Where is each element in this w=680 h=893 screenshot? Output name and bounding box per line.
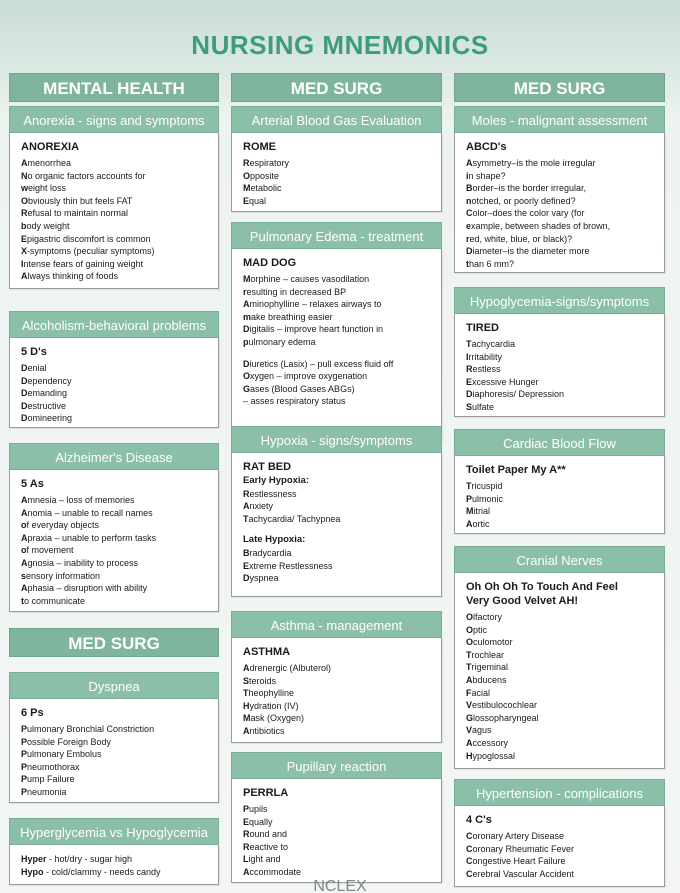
mnemonic-line: Diaphoresis/ Depression (466, 389, 565, 400)
mnemonic-initial: E (21, 233, 28, 244)
mnemonic-line: example, between shades of brown, (466, 220, 611, 231)
mnemonic-initial: C (466, 868, 473, 879)
mnemonic-initial: C (466, 856, 473, 867)
mnemonic-line: weight loss (21, 183, 67, 194)
mnemonic-line: Pulmonary Bronchial Constriction (21, 724, 155, 734)
mnemonic-line: Hypoglossal (466, 750, 516, 761)
mnemonic-line: Obviously thin but feels FAT (21, 195, 133, 206)
mnemonic-initial: A (466, 737, 473, 748)
mnemonic-line: Excessive Hunger (466, 376, 539, 387)
mnemonic-line: Mitrial (466, 506, 491, 517)
mnemonic-initial: E (243, 195, 250, 206)
mnemonic-initial: M (466, 506, 474, 517)
card-body (454, 314, 665, 417)
mnemonic-line: Sulfate (466, 401, 495, 412)
mnemonic-line: Tachycardia (466, 339, 516, 349)
card-abg (231, 106, 442, 212)
mnemonic-initial: r (243, 286, 247, 297)
mnemonic-line: Hydration (IV) (243, 700, 299, 711)
mnemonic-line: Pupils (243, 804, 268, 814)
mnemonic-initial: S (466, 401, 473, 412)
mnemonic-initial: A (466, 158, 473, 168)
mnemonic-initial: R (21, 208, 28, 219)
mnemonic-initial: R (466, 364, 473, 375)
spacer (243, 525, 432, 534)
mnemonic-heading: Toilet Paper My A** (466, 464, 566, 476)
card-body (454, 133, 665, 273)
mnemonic-initial: T (466, 339, 472, 349)
mnemonic-line: Diuretics (Lasix) – pull excess fluid off (243, 358, 394, 369)
mnemonic-line: Extreme Restlessness (243, 560, 333, 571)
mnemonic-initial: R (243, 158, 250, 168)
mnemonic-initial: D (243, 324, 250, 335)
mnemonic-line: Amnesia – loss of memories (21, 495, 135, 505)
card-dyspnea (9, 672, 219, 803)
mnemonic-initial: w (21, 183, 29, 194)
mnemonic-line: Oxygen – improve oxygenation (243, 371, 368, 382)
card-asthma (231, 611, 442, 743)
card-body (9, 470, 219, 612)
card-title: Moles - malignant assessment (454, 106, 665, 133)
mnemonic-initial: D (243, 573, 250, 584)
mnemonic-initial: T (243, 513, 249, 524)
mnemonic-initial: t (466, 258, 469, 269)
mnemonic-initial: b (21, 220, 27, 231)
card-title: Arterial Blood Gas Evaluation (231, 106, 442, 133)
mnemonic-line: of everyday objects (21, 520, 100, 531)
mnemonic-line: Restlessness (243, 488, 297, 499)
mnemonic-initial: P (21, 736, 28, 747)
mnemonic-line: Gases (Blood Gases ABGs) (243, 383, 355, 394)
mnemonic-initial: V (466, 700, 473, 711)
mnemonic-heading: MAD DOG (243, 257, 297, 269)
mnemonic-line: Possible Foreign Body (21, 736, 112, 747)
mnemonic-line: in shape? (466, 170, 506, 181)
mnemonic-line: Denial (21, 363, 47, 373)
card-body (9, 699, 219, 803)
mnemonic-initial: A (21, 532, 28, 543)
card-title: Hypoglycemia-signs/symptoms (454, 287, 665, 314)
mnemonic-initial: A (21, 557, 28, 568)
mnemonic-heading: 5 D's (21, 346, 47, 358)
mnemonic-line: Irritability (466, 351, 503, 362)
card-body (231, 779, 442, 883)
mnemonic-initial: M (243, 274, 251, 284)
mnemonic-initial: C (466, 208, 473, 219)
card-cranial-nerves (454, 546, 665, 769)
late-hypoxia-label: Late Hypoxia: (243, 534, 306, 546)
mnemonic-initial: O (21, 195, 29, 206)
mnemonic-heading: 4 C's (466, 814, 492, 826)
mnemonic-initial: C (466, 831, 473, 841)
mnemonic-initial: p (243, 336, 249, 347)
mnemonic-initial: H (243, 700, 250, 711)
mnemonic-line: Aortic (466, 518, 490, 529)
card-title: Cardiac Blood Flow (454, 429, 665, 456)
mnemonic-line: pulmonary edema (243, 336, 316, 347)
early-hypoxia-label: Early Hypoxia: (243, 475, 309, 486)
mnemonic-initial: E (243, 816, 250, 827)
mnemonic-line: Color–does the color vary (for (466, 208, 585, 219)
column-header-med-surg-right: MED SURG (454, 73, 665, 102)
mnemonic-line: Trigeminal (466, 662, 509, 673)
card-pupillary (231, 752, 442, 883)
mnemonic-initial: D (466, 246, 473, 257)
mnemonic-line: Glossopharyngeal (466, 712, 539, 723)
mnemonic-initial: E (466, 376, 473, 387)
mnemonic-line: Refusal to maintain normal (21, 208, 129, 219)
card-title: Hypoxia - signs/symptoms (231, 426, 442, 453)
section-header-med-surg-left: MED SURG (9, 628, 219, 657)
card-body (231, 133, 442, 212)
mnemonic-line: Demanding (21, 388, 68, 399)
card-body (9, 133, 219, 289)
mnemonic-line: Domineering (21, 413, 73, 424)
mnemonic-initial: m (243, 311, 252, 322)
mnemonic-initial: t (21, 595, 24, 606)
mnemonic-line: Theophylline (243, 688, 295, 699)
mnemonic-heading: ROME (243, 141, 276, 153)
mnemonic-initial: P (21, 786, 28, 797)
mnemonic-initial: A (243, 725, 250, 736)
mnemonic-initial: O (466, 637, 474, 648)
mnemonic-line: Antibiotics (243, 725, 285, 736)
mnemonic-initial: A (243, 501, 250, 512)
card-body (454, 573, 665, 769)
card-title: Alzheimer's Disease (9, 443, 219, 470)
mnemonic-line: Restless (466, 364, 501, 375)
mnemonic-line: Adrenergic (Albuterol) (243, 663, 332, 673)
mnemonic-line: resulting in decreased BP (243, 286, 347, 297)
mnemonic-initial: N (21, 170, 28, 181)
mnemonic-line: Light and (243, 854, 281, 865)
mnemonic-line: Round and (243, 829, 288, 840)
mnemonic-initial: A (21, 507, 28, 518)
footer-text-fragment: NCLEX (313, 878, 367, 893)
mnemonic-line: red, white, blue, or black)? (466, 233, 573, 244)
mnemonic-initial: P (21, 774, 28, 785)
mnemonic-initial: L (243, 854, 249, 865)
mnemonic-initial: T (466, 649, 472, 660)
card-title: Cranial Nerves (454, 546, 665, 573)
mnemonic-initial: V (466, 725, 473, 736)
mnemonic-initial: F (466, 687, 472, 698)
mnemonic-initial: I (466, 351, 469, 362)
mnemonic-initial: r (466, 233, 470, 244)
mnemonic-line: Destructive (21, 400, 67, 411)
mnemonic-line: No organic factors accounts for (21, 170, 146, 181)
mnemonic-initial: C (466, 843, 473, 854)
mnemonic-heading: TIRED (466, 322, 499, 334)
mnemonic-line: Amenorrhea (21, 158, 72, 168)
mnemonic-line: Pneumonia (21, 786, 67, 797)
card-title: Dyspnea (9, 672, 219, 699)
card-hypoglycemia (454, 287, 665, 417)
hyper-label: Hyper (21, 854, 47, 864)
mnemonic-line: Pulmonic (466, 493, 504, 504)
mnemonic-heading: Very Good Velvet AH! (466, 595, 579, 607)
card-alzheimers (9, 443, 219, 612)
mnemonic-line: Cerebral Vascular Accident (466, 868, 574, 879)
mnemonic-initial: O (243, 170, 251, 181)
spacer (243, 349, 432, 358)
card-moles (454, 106, 665, 273)
mnemonic-initial: I (21, 258, 24, 269)
mnemonic-line: – asses respiratory status (243, 396, 346, 407)
card-hypoxia (231, 426, 442, 597)
card-body (454, 456, 665, 534)
card-body (454, 806, 665, 887)
mnemonic-initial: S (243, 675, 250, 686)
mnemonic-line: Anomia – unable to recall names (21, 507, 153, 518)
mnemonic-line: Olfactory (466, 612, 503, 622)
hypo-label: Hypo (21, 866, 44, 877)
mnemonic-initial: O (466, 612, 474, 622)
card-body (9, 845, 219, 885)
card-hypertension (454, 779, 665, 887)
card-title: Hyperglycemia vs Hypoglycemia (9, 818, 219, 845)
mnemonic-line: Hyper - hot/dry - sugar high (21, 854, 133, 864)
mnemonic-heading: ASTHMA (243, 646, 291, 658)
column-header-med-surg-middle: MED SURG (231, 73, 442, 102)
mnemonic-initial: T (466, 662, 472, 673)
mnemonic-line: Morphine – causes vasodilation (243, 274, 370, 284)
mnemonic-line: than 6 mm? (466, 258, 515, 269)
mnemonic-initial: A (243, 663, 250, 673)
mnemonic-initial: T (466, 481, 472, 491)
mnemonic-initial: D (21, 363, 28, 373)
mnemonic-heading: ABCD's (466, 141, 507, 153)
mnemonic-line: to communicate (21, 595, 86, 606)
mnemonic-line: Vagus (466, 725, 492, 736)
mnemonic-line: Facial (466, 687, 491, 698)
card-alcoholism (9, 311, 219, 428)
card-hyperglycemia (9, 818, 219, 885)
mnemonic-line: Epigastric discomfort is common (21, 233, 151, 244)
mnemonic-initial: G (243, 383, 251, 394)
mnemonic-line: make breathing easier (243, 311, 333, 322)
mnemonic-line: Coronary Artery Disease (466, 831, 565, 841)
mnemonic-line: Tachycardia/ Tachypnea (243, 513, 341, 524)
mnemonic-line: Opposite (243, 170, 280, 181)
mnemonic-initial: H (466, 750, 473, 761)
column-header-mental-health: MENTAL HEALTH (9, 73, 219, 102)
card-title: Pulmonary Edema - treatment (231, 222, 442, 249)
card-body (9, 338, 219, 428)
mnemonic-line: X-symptoms (peculiar symptoms) (21, 246, 155, 257)
mnemonic-initial: A (21, 271, 28, 282)
mnemonic-line: Aminophylline – relaxes airways to (243, 299, 382, 310)
card-title: Anorexia - signs and symptoms (9, 106, 219, 133)
mnemonic-initial: M (243, 183, 251, 194)
mnemonic-line: Anxiety (243, 501, 274, 512)
card-title: Pupillary reaction (231, 752, 442, 779)
mnemonic-line: Digitalis – improve heart function in (243, 324, 384, 335)
card-title: Alcoholism-behavioral problems (9, 311, 219, 338)
mnemonic-initial: M (243, 713, 251, 724)
mnemonic-initial: i (466, 170, 469, 181)
mnemonic-line: Apraxia – unable to perform tasks (21, 532, 157, 543)
card-title: Hypertension - complications (454, 779, 665, 806)
mnemonic-line: Agnosia – inability to process (21, 557, 139, 568)
mnemonic-line: Steroids (243, 675, 277, 686)
mnemonic-initial: D (466, 389, 473, 400)
page-title: NURSING MNEMONICS (191, 30, 489, 60)
mnemonic-line: Reactive to (243, 841, 289, 852)
card-body (231, 453, 442, 597)
card-anorexia (9, 106, 219, 289)
mnemonic-line: Always thinking of foods (21, 271, 119, 282)
mnemonic-initial: G (466, 712, 474, 723)
mnemonic-line: Equal (243, 195, 267, 206)
mnemonic-initial: D (243, 358, 250, 369)
card-title: Asthma - management (231, 611, 442, 638)
mnemonic-initial: A (21, 495, 28, 505)
mnemonic-initial: A (243, 299, 250, 310)
mnemonic-heading: RAT BED (243, 461, 292, 473)
mnemonic-line: Coronary Rheumatic Fever (466, 843, 575, 854)
mnemonic-line: Tricuspid (466, 481, 503, 491)
mnemonic-initial: P (21, 749, 28, 760)
mnemonic-initial: A (243, 866, 250, 877)
mnemonic-line: Pump Failure (21, 774, 75, 785)
card-body (231, 249, 442, 442)
mnemonic-line: Optic (466, 624, 488, 635)
mnemonic-line: body weight (21, 220, 70, 231)
mnemonic-initial: D (21, 375, 28, 386)
mnemonic-initial: P (21, 724, 28, 734)
mnemonic-initial: O (243, 371, 251, 382)
mnemonic-initial: D (21, 413, 28, 424)
mnemonic-line: sensory information (21, 570, 101, 581)
card-cardiac-blood-flow (454, 429, 665, 534)
card-pulmonary-edema (231, 222, 442, 442)
mnemonic-line: Bradycardia (243, 547, 292, 558)
mnemonic-initial: B (466, 183, 473, 194)
mnemonic-line: Dyspnea (243, 573, 279, 584)
mnemonic-initial: D (21, 400, 28, 411)
mnemonic-line: Mask (Oxygen) (243, 713, 305, 724)
mnemonic-line: Diameter–is the diameter more (466, 246, 590, 257)
mnemonic-line: Equally (243, 816, 273, 827)
mnemonic-initial: e (466, 220, 472, 231)
mnemonic-initial: A (21, 158, 28, 168)
mnemonic-initial: P (243, 804, 250, 814)
mnemonic-line: Asymmetry–is the mole irregular (466, 158, 596, 168)
mnemonic-initial: o (21, 545, 27, 556)
mnemonic-line: Aphasia – disruption with ability (21, 583, 148, 594)
mnemonic-line: Congestive Heart Failure (466, 856, 566, 867)
mnemonic-initial: o (21, 520, 27, 531)
mnemonic-initial: B (243, 547, 250, 558)
mnemonic-initial: R (243, 841, 250, 852)
mnemonic-initial: R (243, 488, 250, 499)
mnemonic-line: Vestibulocochlear (466, 700, 538, 711)
mnemonic-line: Pulmonary Embolus (21, 749, 102, 760)
mnemonic-initial: D (21, 388, 28, 399)
mnemonic-initial: n (466, 195, 472, 206)
mnemonic-initial: R (243, 829, 250, 840)
mnemonic-line: of movement (21, 545, 74, 556)
mnemonic-initial: A (466, 674, 473, 685)
mnemonic-line: Dependency (21, 375, 72, 386)
mnemonic-initial: A (466, 518, 473, 529)
mnemonic-line: notched, or poorly defined? (466, 195, 576, 206)
mnemonic-initial: O (466, 624, 474, 635)
mnemonic-initial: P (466, 493, 473, 504)
mnemonic-line: Respiratory (243, 158, 290, 168)
card-body (231, 638, 442, 743)
mnemonic-line: Pneumothorax (21, 761, 80, 772)
mnemonic-heading: 6 Ps (21, 707, 44, 719)
mnemonic-line: Accessory (466, 737, 509, 748)
mnemonic-initial: P (21, 761, 28, 772)
mnemonic-line: Oculomotor (466, 637, 513, 648)
mnemonic-heading: 5 As (21, 478, 44, 490)
mnemonic-initial: E (243, 560, 250, 571)
mnemonic-initial: s (21, 570, 27, 581)
mnemonic-line: Hypo - cold/clammy - needs candy (21, 866, 161, 877)
mnemonic-line: Border–is the border irregular, (466, 183, 587, 194)
mnemonic-heading: PERRLA (243, 787, 289, 799)
mnemonic-line: Intense fears of gaining weight (21, 258, 144, 269)
mnemonic-line: Abducens (466, 674, 507, 685)
mnemonic-initial: T (243, 688, 249, 699)
mnemonic-line: Metabolic (243, 183, 282, 194)
mnemonic-line: Trochlear (466, 649, 505, 660)
mnemonic-initial: X (21, 246, 28, 257)
mnemonic-heading: Oh Oh Oh To Touch And Feel (466, 581, 618, 593)
mnemonic-initial: A (21, 583, 28, 594)
mnemonic-heading: ANOREXIA (21, 141, 80, 153)
mnemonic-line: Accommodate (243, 866, 302, 877)
